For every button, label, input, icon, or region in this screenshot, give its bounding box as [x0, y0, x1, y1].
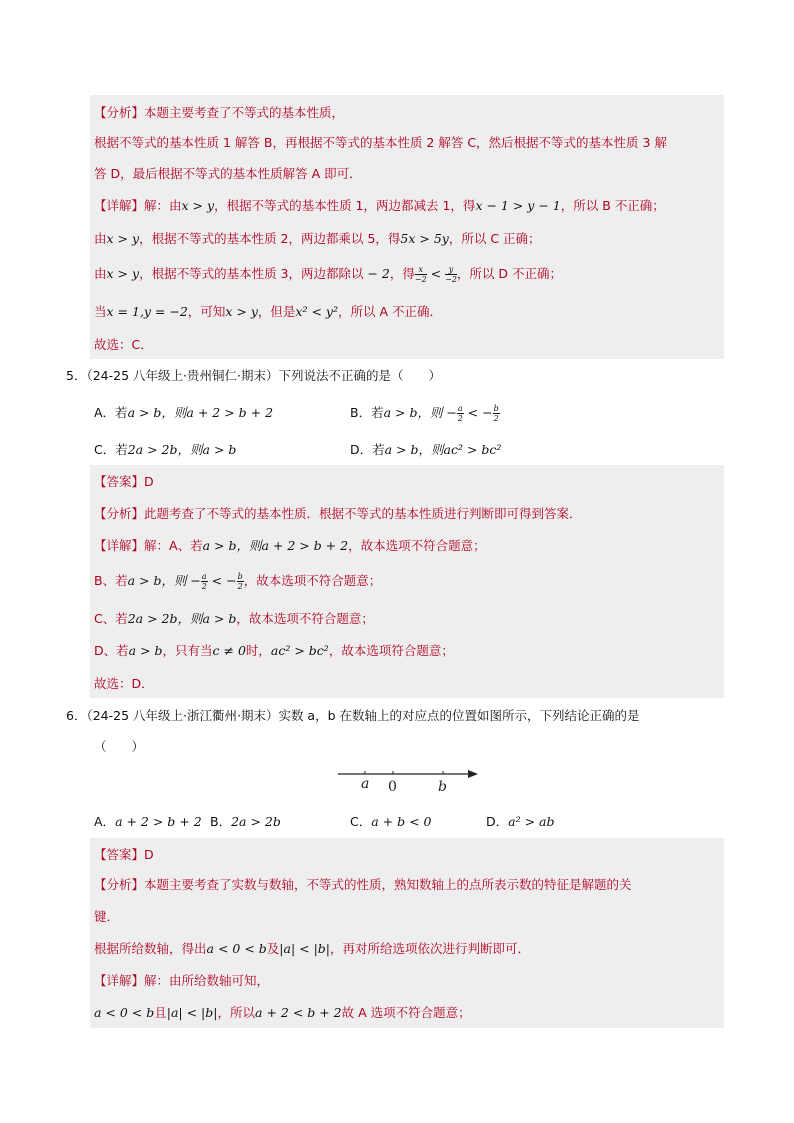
label-a: a [361, 776, 370, 792]
analysis-line: 【分析】此题考查了不等式的基本性质．根据不等式的基本性质进行判断即可得到答案． [94, 506, 582, 521]
choose-line: 故选：C． [94, 337, 153, 352]
detail-line-2: 由x > y，根据不等式的基本性质 2，两边都乘以 5，得5x > 5y，所以 C 正确； [94, 231, 541, 246]
answer-line: 【答案】D [94, 474, 154, 489]
choose-line: 故选：D． [94, 676, 154, 691]
arrow-head-icon [468, 770, 478, 778]
q6-option-b: B．2a > 2b [210, 814, 281, 829]
detail-line-1: 【详解】解：由x > y，根据不等式的基本性质 1，两边都减去 1，得x − 1 > y − 1，所以 B 不正确； [94, 198, 665, 213]
analysis-line-2: 键． [94, 909, 120, 924]
analysis-line: 【分析】本题主要考查了不等式的基本性质， [94, 105, 345, 120]
q5-option-b: B．若a > b，则 − $\frac{a}{2}$ < − $\frac{b}{2}$ [350, 404, 499, 423]
detail-line-2: B、若a > b，则 − $\frac{a}{2}$ < − $\frac{b}{2}$ ，故本选项不符合题意； [94, 572, 382, 591]
answer-line: 【答案】D [94, 847, 154, 862]
analysis-line-3: 根据所给数轴，得出a < 0 < b及|a| < |b|，再对所给选项依次进行判断即可． [94, 941, 531, 956]
q6-option-a: A．a + 2 > b + 2 [94, 814, 202, 829]
question-6-stem: 6．（24-25 八年级上·浙江衢州·期末）实数 a，b 在数轴上的对应点的位置如图所示，下列结论正确的是 [66, 708, 640, 723]
solution-block-q6 [90, 838, 724, 1028]
analysis-line: 【分析】本题主要考查了实数与数轴，不等式的性质，熟知数轴上的点所表示数的特征是解题的关 [94, 877, 632, 892]
detail-line-3: C、若2a > 2b，则a > b，故本选项不符合题意； [94, 611, 374, 626]
detail-line-1: 【详解】解：A、若a > b，则a + 2 > b + 2，故本选项不符合题意； [94, 538, 486, 553]
q5-option-d: D．若a > b，则ac² > bc² [350, 442, 502, 457]
analysis-line-2: 根据不等式的基本性质 1 解答 B，再根据不等式的基本性质 2 解答 C，然后根据不等式的基本性质 3 解 [94, 135, 667, 150]
question-5-stem: 5．（24-25 八年级上·贵州铜仁·期末）下列说法不正确的是（ ） [66, 368, 441, 383]
q5-option-a: A．若a > b，则a + 2 > b + 2 [94, 405, 274, 420]
number-line-figure [330, 760, 490, 796]
q6-option-d: D．a² > ab [486, 814, 555, 829]
q5-option-c: C．若2a > 2b，则a > b [94, 442, 237, 457]
detail-line-4: D、若a > b，只有当c ≠ 0时，ac² > bc²，故本选项符合题意； [94, 643, 454, 658]
analysis-line-3: 答 D，最后根据不等式的基本性质解答 A 即可． [94, 166, 362, 181]
detail-line-2: a < 0 < b且|a| < |b|，所以a + 2 < b + 2故 A 选项不符合题意； [94, 1005, 471, 1020]
q6-option-c: C．a + b < 0 [350, 814, 432, 829]
label-0: 0 [388, 779, 397, 795]
label-b: b [438, 779, 447, 795]
detail-line-1: 【详解】解：由所给数轴可知， [94, 973, 270, 988]
detail-line-3: 由x > y，根据不等式的基本性质 3，两边都除以 − 2，得 $\frac{x}{-2}$ < $\frac{y}{-2}$ ，所以 D 不正确； [94, 265, 562, 284]
question-6-paren: （ ） [94, 739, 145, 754]
detail-line-4: 当x = 1,y = −2，可知x > y，但是x² < y²，所以 A 不正确． [94, 304, 442, 319]
